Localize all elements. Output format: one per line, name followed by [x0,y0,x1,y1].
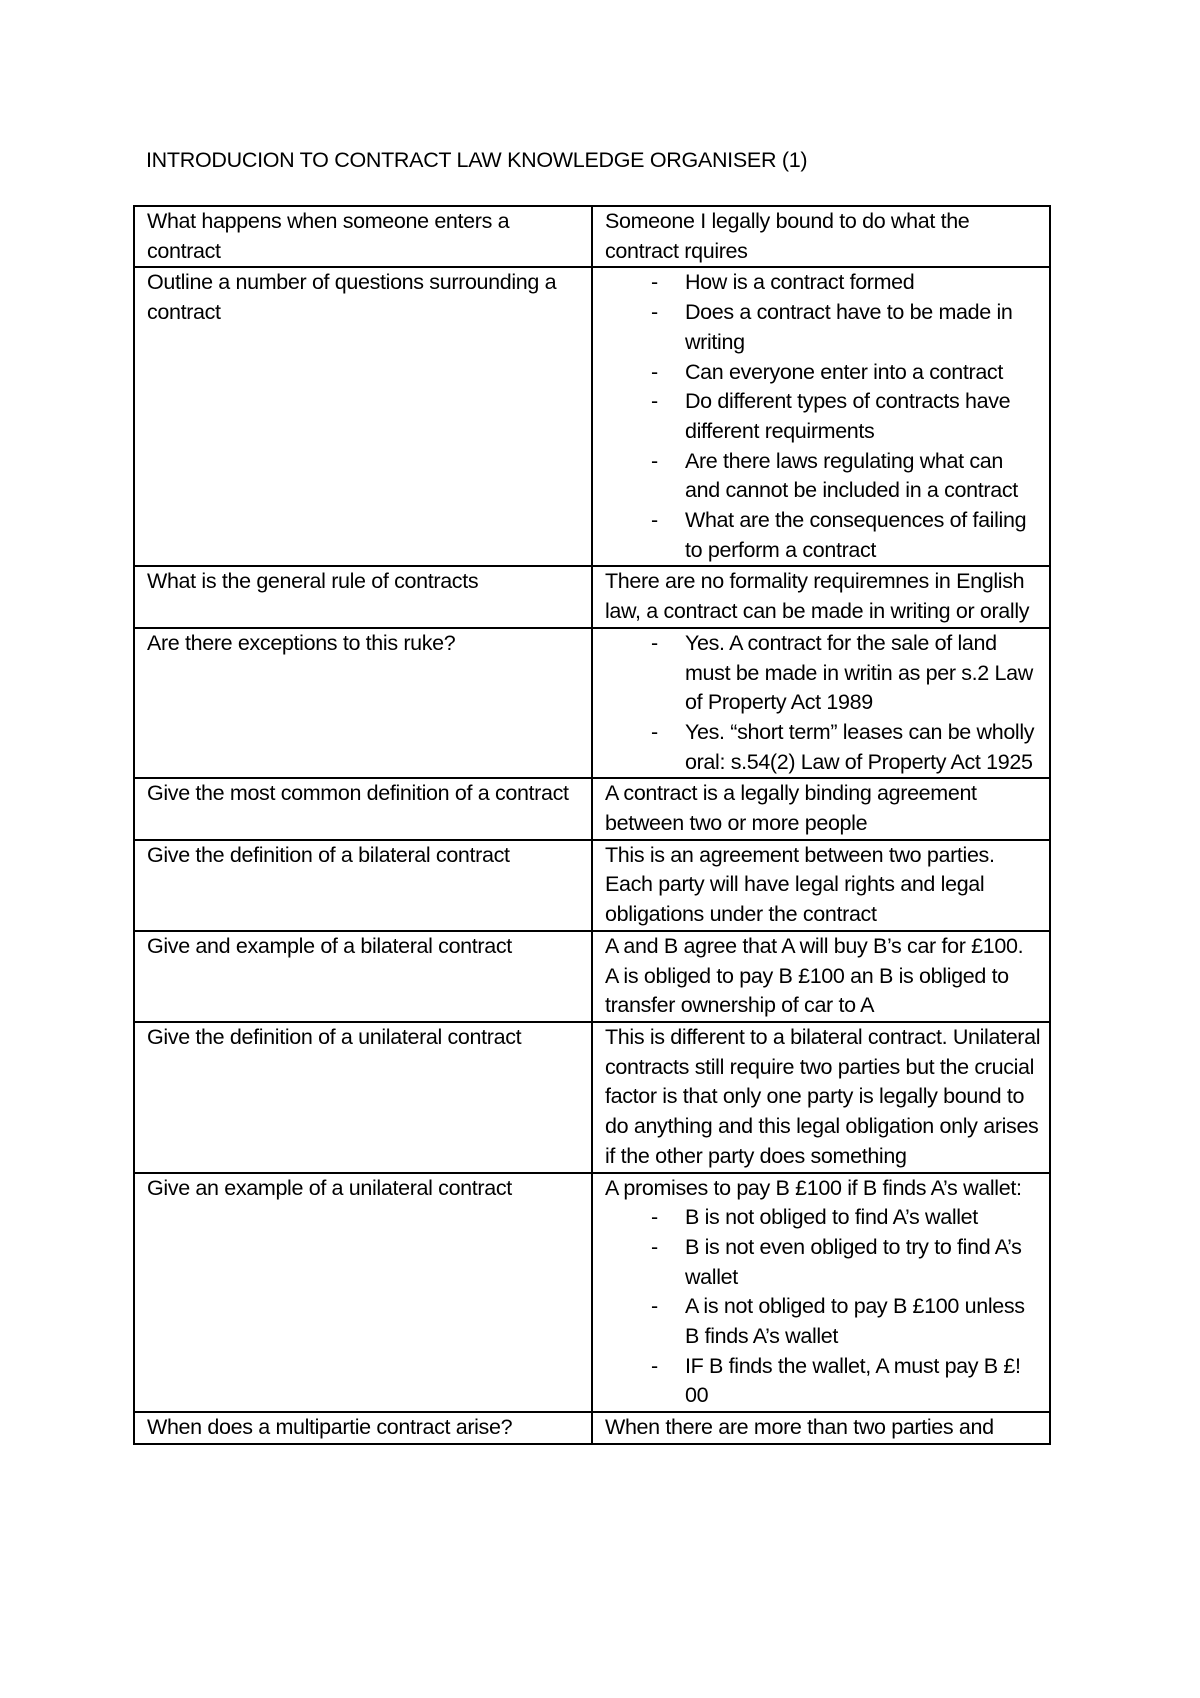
list-item: - How is a contract formed [685,268,1041,298]
table-row [134,1173,1050,1413]
table-row [134,1412,1050,1444]
question-cell: Give an example of a unilateral contract [134,1173,592,1413]
answer-bullet-list [605,1203,1041,1411]
answer-cell [592,628,1050,779]
answer-cell: There are no formality requiremnes in English law, a contract can be made in writing or orally [592,566,1050,627]
table-row [134,628,1050,779]
list-item: - Yes. A contract for the sale of land must be made in writin as per s.2 Law of Property Act 1989 [685,629,1041,718]
list-item: - IF B finds the wallet, A must pay B £! 00 [685,1352,1041,1411]
list-item: - Can everyone enter into a contract [685,358,1041,388]
answer-cell: When there are more than two parties and [592,1412,1050,1444]
question-cell: Are there exceptions to this ruke? [134,628,592,779]
table-row [134,566,1050,627]
list-item: - Does a contract have to be made in writing [685,298,1041,357]
table-row [134,778,1050,839]
answer-cell: This is an agreement between two parties. Each party will have legal rights and legal obligations under the contract [592,840,1050,931]
list-item: - B is not obliged to find A’s wallet [685,1203,1041,1233]
list-item: - What are the consequences of failing to perform a contract [685,506,1041,565]
answer-bullet-list [605,268,1041,565]
table-row [134,267,1050,566]
list-item: - Yes. “short term” leases can be wholly oral: s.54(2) Law of Property Act 1925 [685,718,1041,777]
list-item: - A is not obliged to pay B £100 unless B finds A’s wallet [685,1292,1041,1351]
question-cell: Give the most common definition of a contract [134,778,592,839]
answer-cell: A contract is a legally binding agreement between two or more people [592,778,1050,839]
table-row [134,931,1050,1022]
answer-intro: A promises to pay B £100 if B finds A’s wallet: [605,1175,1022,1200]
answer-cell [592,267,1050,566]
answer-bullet-list [605,629,1041,778]
answer-cell: This is different to a bilateral contract. Unilateral contracts still require two parties but the crucial factor is that only one party is legally bound to do anything and this legal obligation only arises if the other party does something [592,1022,1050,1173]
question-cell: Give the definition of a unilateral contract [134,1022,592,1173]
question-cell: Outline a number of questions surrounding a contract [134,267,592,566]
list-item: - Are there laws regulating what can and cannot be included in a contract [685,447,1041,506]
table-row [134,206,1050,267]
answer-cell [592,1173,1050,1413]
list-item: - Do different types of contracts have different requirments [685,387,1041,446]
answer-cell: A and B agree that A will buy B’s car for £100. A is obliged to pay B £100 an B is obliged to transfer ownership of car to A [592,931,1050,1022]
question-cell: Give the definition of a bilateral contract [134,840,592,931]
question-cell: Give and example of a bilateral contract [134,931,592,1022]
page-title: INTRODUCION TO CONTRACT LAW KNOWLEDGE ORGANISER (1) [146,148,808,172]
answer-cell: Someone I legally bound to do what the contract rquires [592,206,1050,267]
question-cell: What is the general rule of contracts [134,566,592,627]
list-item: - B is not even obliged to try to find A’s wallet [685,1233,1041,1292]
question-cell: What happens when someone enters a contract [134,206,592,267]
table-row [134,840,1050,931]
knowledge-organiser-table [133,205,1051,1445]
question-cell: When does a multipartie contract arise? [134,1412,592,1444]
table-row [134,1022,1050,1173]
